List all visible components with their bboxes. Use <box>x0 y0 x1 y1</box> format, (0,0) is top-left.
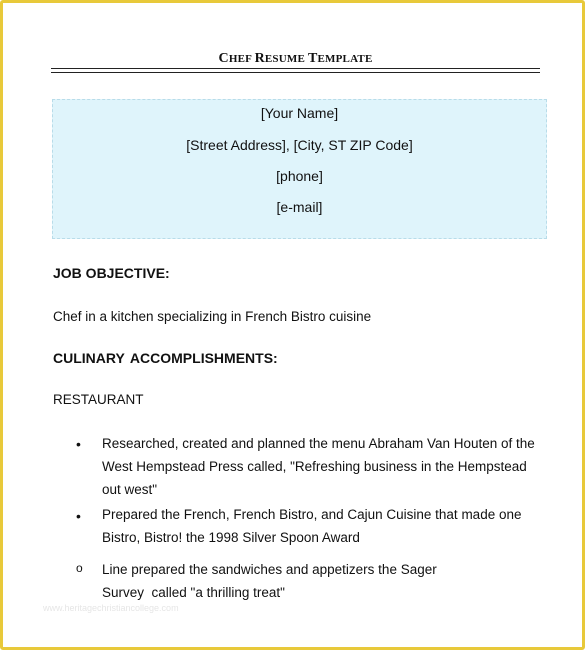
contact-box <box>52 99 547 239</box>
objective-heading: JOB OBJECTIVE: <box>53 265 170 281</box>
watermark: www.heritagechristiancollege.com <box>43 603 179 613</box>
contact-phone: [phone] <box>276 168 323 184</box>
contact-address: [Street Address], [City, ST ZIP Code] <box>186 137 413 153</box>
bullet-item: Line prepared the sandwiches and appetizers the Sager Survey called "a thrilling treat" <box>102 562 437 600</box>
section-label: RESTAURANT <box>53 392 144 407</box>
bullet-item: Researched, created and planned the menu Abraham Van Houten of the West Hempstead Press called, "Refreshing business in the Hempstead out west" <box>102 436 535 497</box>
title-part: T <box>307 51 318 66</box>
title-part: C <box>218 51 229 66</box>
bullet-marker: o <box>76 561 83 575</box>
document-title <box>3 50 585 67</box>
bullet-marker: • <box>76 508 81 524</box>
title-rule-bottom <box>51 72 540 73</box>
title-part: R <box>254 51 265 66</box>
contact-name: [Your Name] <box>260 105 339 121</box>
accomplishments-heading: CULINARY ACCOMPLISHMENTS: <box>53 350 278 366</box>
title-part: ESUME <box>264 53 308 65</box>
title-part: HEF <box>228 53 255 65</box>
bullet-marker: • <box>76 436 81 452</box>
bullet-item: Prepared the French, French Bistro, and Cajun Cuisine that made one Bistro, Bistro! the 1998 Silver Spoon Award <box>102 507 522 545</box>
contact-email: [e-mail] <box>276 199 323 215</box>
objective-text: Chef in a kitchen specializing in French Bistro cuisine <box>53 309 372 324</box>
title-part: EMPLATE <box>317 53 373 65</box>
title-rule-top <box>51 68 540 69</box>
